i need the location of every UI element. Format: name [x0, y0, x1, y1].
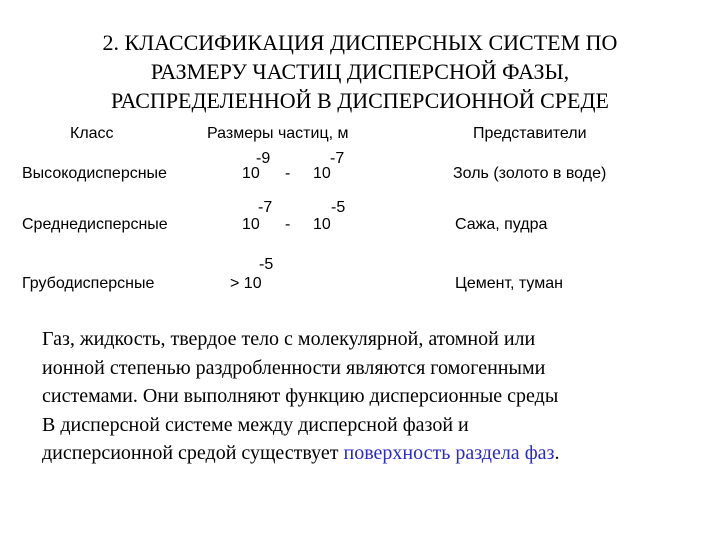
slide-title: [60, 28, 660, 115]
paragraph-line-5: [42, 439, 682, 468]
title-line-3: РАСПРЕДЕЛЕННОЙ В ДИСПЕРСИОННОЙ СРЕДЕ: [111, 88, 609, 113]
row-2-examples: Сажа, пудра: [455, 216, 548, 233]
header-examples: Представители: [473, 125, 587, 142]
row-1-from-exponent: -9: [256, 150, 271, 167]
row-3-size: > 10: [230, 275, 262, 292]
paragraph-line-3: системами. Они выполняют функцию дисперсионные среды: [42, 385, 559, 407]
row-2-dash: -: [285, 216, 291, 233]
title-line-2: РАЗМЕРУ ЧАСТИЦ ДИСПЕРСНОЙ ФАЗЫ,: [150, 59, 570, 84]
paragraph-line-4: В дисперсной системе между дисперсной фазой и: [42, 413, 469, 436]
paragraph-line-5-end: .: [554, 442, 560, 464]
title-line-1: 2. КЛАССИФИКАЦИЯ ДИСПЕРСНЫХ СИСТЕМ ПО: [102, 30, 618, 55]
row-3-examples: Цемент, туман: [455, 275, 563, 292]
row-1-to-base: 10: [313, 165, 331, 182]
row-2-from-exponent: -7: [258, 199, 273, 216]
row-1-from-base: 10: [242, 165, 260, 182]
row-2-to-exponent: -5: [331, 199, 346, 216]
row-3-class: Грубодисперсные: [22, 275, 155, 292]
row-1-examples: Золь (золото в воде): [453, 165, 607, 182]
paragraph-line-2: ионной степенью раздробленности являются гомогенными: [42, 356, 546, 379]
row-3-exponent: -5: [259, 256, 274, 273]
interface-term-highlight: поверхность раздела фаз: [343, 442, 555, 464]
body-paragraph: [42, 325, 682, 468]
row-2-to-base: 10: [313, 216, 331, 233]
row-1-to-exponent: -7: [330, 150, 345, 167]
paragraph-line-1: Газ, жидкость, твердое тело с молекулярной, атомной или: [42, 328, 536, 350]
header-size: Размеры частиц, м: [207, 125, 349, 142]
header-class: Класс: [70, 125, 114, 142]
row-1-dash: -: [285, 165, 291, 182]
paragraph-line-5-text: дисперсионной средой существует: [42, 442, 344, 464]
row-1-class: Высокодисперсные: [22, 165, 167, 182]
row-2-class: Среднедисперсные: [22, 216, 168, 233]
row-2-from-base: 10: [242, 216, 260, 233]
